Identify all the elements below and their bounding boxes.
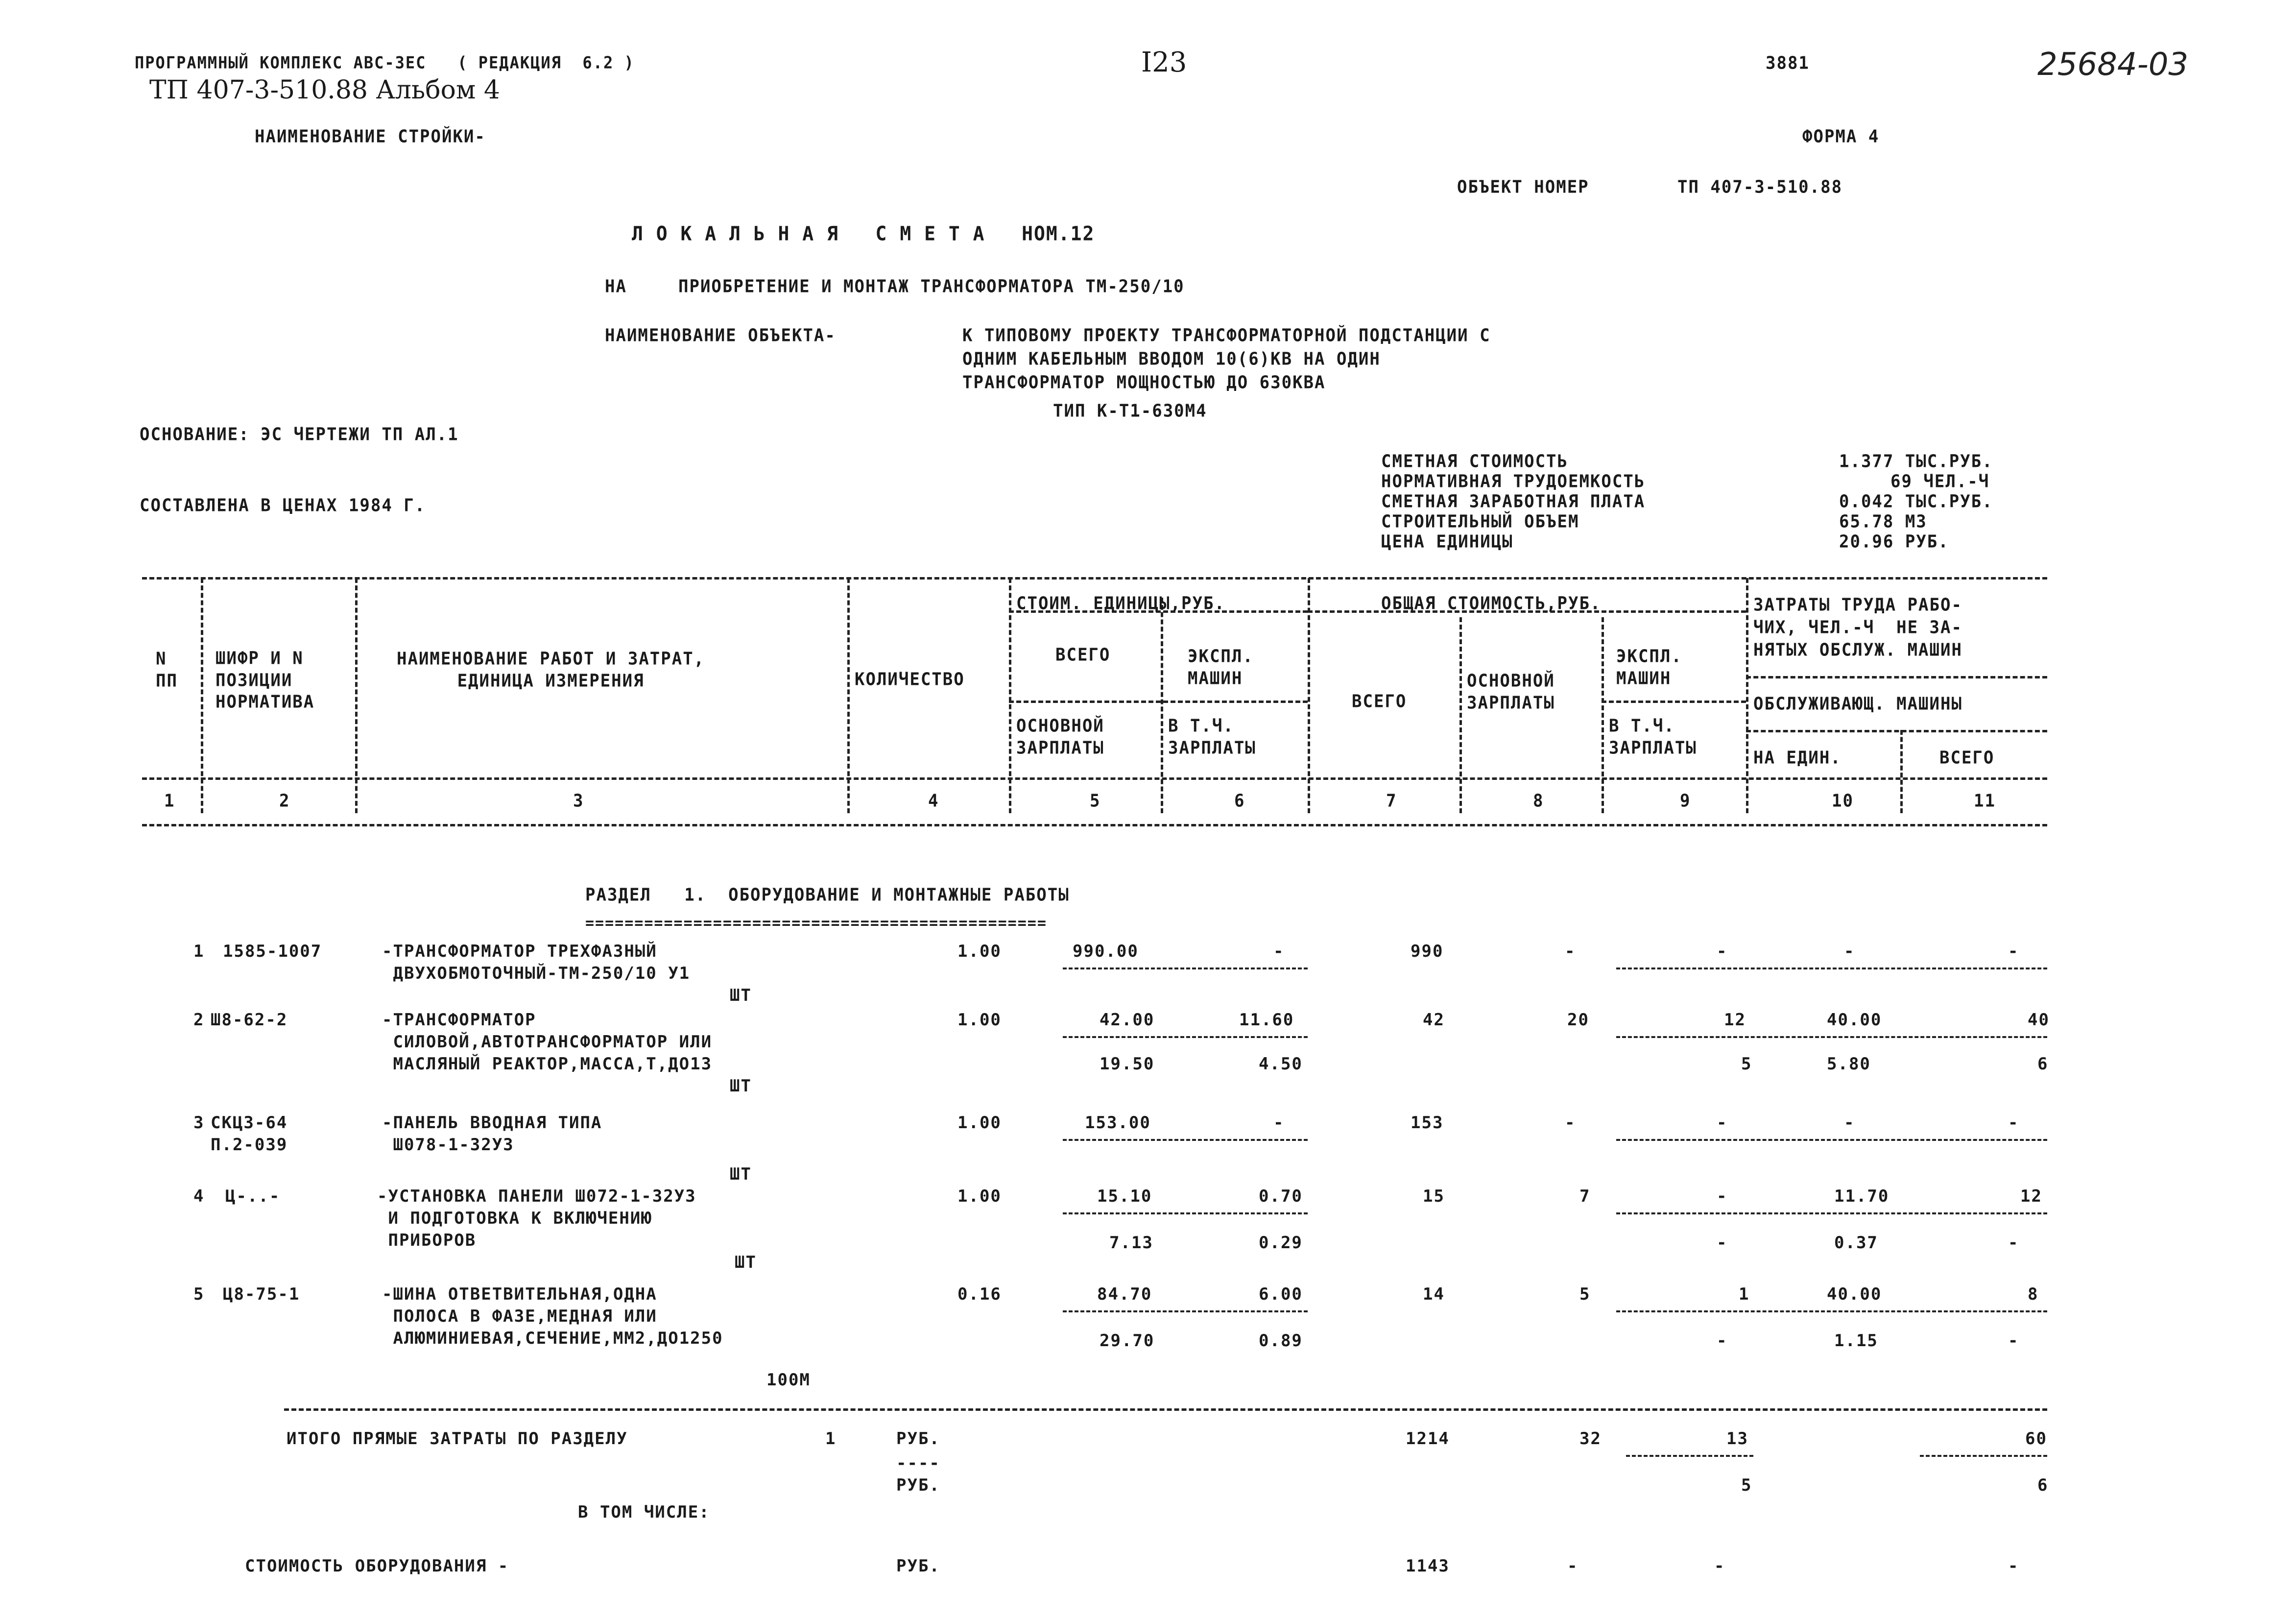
row-labor-total: 8 xyxy=(2028,1284,2039,1304)
table-header-rule xyxy=(142,777,2047,780)
row-quantity: 0.16 xyxy=(957,1284,1002,1304)
row-total-expl: - xyxy=(1717,942,1728,961)
row-unit-total: 153.00 xyxy=(1085,1113,1151,1133)
row-divider xyxy=(1616,1036,2047,1038)
labor-rule-2 xyxy=(1746,730,2047,732)
row-unit-expl: - xyxy=(1273,1113,1285,1133)
col-header-labor: ЗАТРАТЫ ТРУДА РАБО- ЧИХ, ЧЕЛ.-Ч НЕ ЗА- НЯТЫХ ОБСЛУЖ. МАШИН xyxy=(1753,594,1962,661)
sostavlena: СОСТАВЛЕНА В ЦЕНАХ 1984 Г. xyxy=(140,495,426,516)
row-number: 1 xyxy=(193,942,205,961)
equipment-labor: - xyxy=(2008,1556,2019,1576)
itogo-rub-dash: ---- xyxy=(896,1453,940,1473)
itogo-labor-total-sub: 6 xyxy=(2037,1475,2049,1495)
summary-value: 20.96 РУБ. xyxy=(1839,532,1949,552)
column-number: 11 xyxy=(1974,791,1996,811)
itogo-total: 1214 xyxy=(1406,1429,1450,1449)
row-total: 42 xyxy=(1423,1010,1445,1030)
row-divider xyxy=(1063,1212,1308,1214)
labor-rule xyxy=(1746,676,2047,678)
col-header-total-cost: ОБЩАЯ СТОИМОСТЬ,РУБ. xyxy=(1381,593,1602,614)
column-number: 7 xyxy=(1386,791,1397,811)
handwritten-number: 25684-03 xyxy=(2037,47,2189,83)
row-total-incl: - xyxy=(1717,1331,1728,1351)
row-labor-unit-sub: 0.37 xyxy=(1834,1233,1878,1253)
col-header-unit-incl: В Т.Ч. ЗАРПЛАТЫ xyxy=(1168,715,1256,758)
col-header-n: N ПП xyxy=(156,648,178,691)
row-labor-total: - xyxy=(2008,1113,2019,1133)
page-number: I23 xyxy=(1141,47,1187,78)
row-total: 153 xyxy=(1411,1113,1444,1133)
section-title: РАЗДЕЛ 1. ОБОРУДОВАНИЕ И МОНТАЖНЫЕ РАБОТЫ xyxy=(585,885,1070,905)
column-number: 5 xyxy=(1090,791,1101,811)
col-header-qty: КОЛИЧЕСТВО xyxy=(855,669,965,690)
row-unit: 100М xyxy=(766,1370,811,1390)
totals-divider xyxy=(1920,1455,2047,1457)
row-name-line: ДВУХОБМОТОЧНЫЙ-ТМ-250/10 У1 xyxy=(382,964,691,983)
column-number: 2 xyxy=(279,791,290,811)
row-code-2: П.2-039 xyxy=(211,1135,288,1155)
row-labor-unit: 40.00 xyxy=(1827,1010,1882,1030)
row-labor-unit: 11.70 xyxy=(1834,1186,1889,1206)
column-number: 9 xyxy=(1680,791,1691,811)
row-total: 14 xyxy=(1423,1284,1445,1304)
row-code: Ш8-62-2 xyxy=(211,1010,288,1030)
osnovanie: ОСНОВАНИЕ: ЭС ЧЕРТЕЖИ ТП АЛ.1 xyxy=(140,424,459,445)
object-name-line2: ОДНИМ КАБЕЛЬНЫМ ВВОДОМ 10(6)КВ НА ОДИН xyxy=(962,349,1381,369)
row-number: 2 xyxy=(193,1010,205,1030)
table-header-rule-2 xyxy=(142,824,2047,826)
row-divider xyxy=(1616,967,2047,969)
row-name-line: И ПОДГОТОВКА К ВКЛЮЧЕНИЮ xyxy=(377,1209,652,1228)
column-number: 1 xyxy=(164,791,175,811)
row-code: 1585-1007 xyxy=(223,942,322,961)
row-name-line: -ШИНА ОТВЕТВИТЕЛЬНАЯ,ОДНА xyxy=(382,1284,657,1304)
row-total: 15 xyxy=(1423,1186,1445,1206)
row-labor-unit-sub: 5.80 xyxy=(1827,1054,1871,1074)
itogo-expl-incl: 5 xyxy=(1741,1475,1752,1495)
equipment-base-salary: - xyxy=(1567,1556,1578,1576)
object-name-label: НАИМЕНОВАНИЕ ОБЪЕКТА- xyxy=(605,325,836,346)
program-line: ПРОГРАММНЫЙ КОМПЛЕКС АВС-3ЕС ( РЕДАКЦИЯ 6.2 ) xyxy=(135,53,635,73)
row-total-incl: 5 xyxy=(1741,1054,1752,1074)
col-header-labor-unit: НА ЕДИН. xyxy=(1753,748,1842,768)
row-name-line: МАСЛЯНЫЙ РЕАКТОР,МАССА,Т,ДО13 xyxy=(382,1054,713,1074)
row-name-line: Ш078-1-32У3 xyxy=(382,1135,514,1155)
column-number: 8 xyxy=(1533,791,1544,811)
col-header-total-incl: В Т.Ч. ЗАРПЛАТЫ xyxy=(1609,715,1697,758)
row-name-line: АЛЮМИНИЕВАЯ,СЕЧЕНИЕ,ММ2,ДО1250 xyxy=(382,1329,723,1348)
row-name-line: -ТРАНСФОРМАТОР ТРЕХФАЗНЫЙ xyxy=(382,942,657,961)
na-label: НА xyxy=(605,276,627,297)
totals-divider xyxy=(1626,1455,1753,1457)
row-unit-expl: 6.00 xyxy=(1259,1284,1303,1304)
row-unit-base: 19.50 xyxy=(1100,1054,1155,1074)
row-unit-base: 7.13 xyxy=(1109,1233,1153,1253)
row-divider xyxy=(1063,1310,1308,1312)
row-labor-total-sub: 6 xyxy=(2037,1054,2049,1074)
row-code: Ц8-75-1 xyxy=(223,1284,300,1304)
column-number: 10 xyxy=(1832,791,1854,811)
row-total-expl: - xyxy=(1717,1113,1728,1133)
row-number: 5 xyxy=(193,1284,205,1304)
itogo-base-salary: 32 xyxy=(1579,1429,1602,1449)
row-divider xyxy=(1063,1139,1308,1141)
summary-value: 1.377 ТЫС.РУБ. xyxy=(1839,451,1993,472)
expl-rule xyxy=(1602,701,1746,703)
object-label: ОБЪЕКТ НОМЕР xyxy=(1457,177,1589,197)
row-unit: ШТ xyxy=(730,986,752,1005)
col-header-unit-cost: СТОИМ. ЕДИНИЦЫ,РУБ. xyxy=(1016,593,1225,614)
table-top-rule xyxy=(142,577,2047,580)
row-quantity: 1.00 xyxy=(957,942,1002,961)
row-total-expl: 12 xyxy=(1724,1010,1746,1030)
row-labor-unit: - xyxy=(1844,1113,1855,1133)
row-labor-unit-sub: 1.15 xyxy=(1834,1331,1878,1351)
itogo-labor-total: 60 xyxy=(2025,1429,2047,1449)
row-unit-incl: 0.29 xyxy=(1259,1233,1303,1253)
stroika-label: НАИМЕНОВАНИЕ СТРОЙКИ- xyxy=(255,126,486,147)
row-number: 4 xyxy=(193,1186,205,1206)
equipment-total: 1143 xyxy=(1406,1556,1450,1576)
itogo-rub-2: РУБ. xyxy=(896,1475,940,1495)
row-base-salary: 5 xyxy=(1579,1284,1591,1304)
row-labor-unit: - xyxy=(1844,942,1855,961)
row-divider xyxy=(1616,1139,2047,1141)
row-total-incl: - xyxy=(1717,1233,1728,1253)
row-name-line: -УСТАНОВКА ПАНЕЛИ Ш072-1-32У3 xyxy=(377,1186,696,1206)
col-header-unit-base: ОСНОВНОЙ ЗАРПЛАТЫ xyxy=(1016,715,1104,758)
row-total: 990 xyxy=(1411,942,1444,961)
summary-value: 69 ЧЕЛ.-Ч xyxy=(1890,471,1990,492)
row-labor-total-sub: - xyxy=(2008,1331,2019,1351)
col-header-total-expl: ЭКСПЛ. МАШИН xyxy=(1616,646,1682,689)
row-name-line: -ПАНЕЛЬ ВВОДНАЯ ТИПА xyxy=(382,1113,602,1133)
col-header-name: НАИМЕНОВАНИЕ РАБОТ И ЗАТРАТ, ЕДИНИЦА ИЗМЕРЕНИЯ xyxy=(397,648,705,691)
object-value: ТП 407-3-510.88 xyxy=(1677,177,1843,197)
na-text: ПРИОБРЕТЕНИЕ И МОНТАЖ ТРАНСФОРМАТОРА ТМ-250/10 xyxy=(678,276,1185,297)
summary-label: НОРМАТИВНАЯ ТРУДОЕМКОСТЬ xyxy=(1381,471,1646,492)
row-unit-incl: 4.50 xyxy=(1259,1054,1303,1074)
row-unit-total: 990.00 xyxy=(1073,942,1139,961)
column-number: 3 xyxy=(573,791,584,811)
row-name-line: СИЛОВОЙ,АВТОТРАНСФОРМАТОР ИЛИ xyxy=(382,1032,713,1052)
object-name-line4: ТИП К-Т1-630М4 xyxy=(1053,401,1207,421)
col-header-total-base: ОСНОВНОЙ ЗАРПЛАТЫ xyxy=(1467,670,1555,713)
row-unit-expl: 11.60 xyxy=(1239,1010,1294,1030)
row-base-salary: - xyxy=(1565,942,1576,961)
row-quantity: 1.00 xyxy=(957,1113,1002,1133)
column-number: 6 xyxy=(1234,791,1245,811)
row-base-salary: 7 xyxy=(1579,1186,1591,1206)
col-header-total-all: ВСЕГО xyxy=(1352,691,1407,712)
row-labor-total: - xyxy=(2008,942,2019,961)
row-name-line: ПОЛОСА В ФАЗЕ,МЕДНАЯ ИЛИ xyxy=(382,1306,657,1326)
code-right: 3881 xyxy=(1766,53,1810,73)
row-base-salary: 20 xyxy=(1567,1010,1589,1030)
row-unit: ШТ xyxy=(730,1164,752,1184)
equipment-expl: - xyxy=(1714,1556,1725,1576)
unit-cost-rule-2 xyxy=(1009,701,1308,703)
section-underline: =============================================== xyxy=(585,914,1047,932)
row-divider xyxy=(1616,1310,2047,1312)
row-base-salary: - xyxy=(1565,1113,1576,1133)
row-code: СКЦ3-64 xyxy=(211,1113,288,1133)
row-name-line: -ТРАНСФОРМАТОР xyxy=(382,1010,536,1030)
col-header-labor-sub: ОБСЛУЖИВАЮЩ. МАШИНЫ xyxy=(1753,694,1962,714)
itogo-rub: РУБ. xyxy=(896,1429,940,1449)
summary-value: 65.78 М3 xyxy=(1839,511,1927,532)
row-unit-base: 29.70 xyxy=(1100,1331,1155,1351)
itogo-label: ИТОГО ПРЯМЫЕ ЗАТРАТЫ ПО РАЗДЕЛУ xyxy=(287,1429,628,1449)
col-header-code: ШИФР И N ПОЗИЦИИ НОРМАТИВА xyxy=(215,648,315,713)
tp-album: ТП 407-3-510.88 Альбом 4 xyxy=(149,75,500,105)
row-labor-unit: 40.00 xyxy=(1827,1284,1882,1304)
row-total-expl: 1 xyxy=(1739,1284,1750,1304)
forma-label: ФОРМА 4 xyxy=(1802,126,1880,147)
summary-label: СМЕТНАЯ СТОИМОСТЬ xyxy=(1381,451,1568,472)
col-header-labor-total: ВСЕГО xyxy=(1939,748,1995,768)
object-name-line3: ТРАНСФОРМАТОР МОЩНОСТЬЮ ДО 630КВА xyxy=(962,372,1326,393)
object-name-line1: К ТИПОВОМУ ПРОЕКТУ ТРАНСФОРМАТОРНОЙ ПОДСТАНЦИИ С xyxy=(962,325,1491,346)
row-unit-total: 42.00 xyxy=(1100,1010,1155,1030)
row-quantity: 1.00 xyxy=(957,1010,1002,1030)
document-title: Л О К А Л Ь Н А Я С М Е Т А НОМ.12 xyxy=(632,222,1095,245)
row-divider xyxy=(1616,1212,2047,1214)
row-unit-expl: - xyxy=(1273,942,1285,961)
row-unit: ШТ xyxy=(735,1253,757,1272)
summary-value: 0.042 ТЫС.РУБ. xyxy=(1839,491,1993,512)
totals-rule xyxy=(284,1408,2047,1411)
row-divider xyxy=(1063,967,1308,969)
row-code: Ц-..- xyxy=(225,1186,281,1206)
row-number: 3 xyxy=(193,1113,205,1133)
row-quantity: 1.00 xyxy=(957,1186,1002,1206)
row-unit-incl: 0.89 xyxy=(1259,1331,1303,1351)
row-name-line: ПРИБОРОВ xyxy=(377,1231,477,1250)
row-total-expl: - xyxy=(1717,1186,1728,1206)
equipment-rub: РУБ. xyxy=(896,1556,940,1576)
summary-label: СМЕТНАЯ ЗАРАБОТНАЯ ПЛАТА xyxy=(1381,491,1646,512)
summary-label: ЦЕНА ЕДИНИЦЫ xyxy=(1381,532,1513,552)
itogo-section: 1 xyxy=(825,1429,837,1449)
row-unit: ШТ xyxy=(730,1076,752,1096)
column-number: 4 xyxy=(928,791,939,811)
v-tom-chisle: В ТОМ ЧИСЛЕ: xyxy=(578,1502,710,1522)
equipment-label: СТОИМОСТЬ ОБОРУДОВАНИЯ - xyxy=(245,1556,509,1576)
summary-label: СТРОИТЕЛЬНЫЙ ОБЪЕМ xyxy=(1381,511,1579,532)
row-unit-total: 15.10 xyxy=(1097,1186,1152,1206)
row-divider xyxy=(1063,1036,1308,1038)
itogo-expl: 13 xyxy=(1726,1429,1748,1449)
row-labor-total-sub: - xyxy=(2008,1233,2019,1253)
row-unit-total: 84.70 xyxy=(1097,1284,1152,1304)
col-header-unit-expl: ЭКСПЛ. МАШИН xyxy=(1188,646,1254,689)
row-labor-total: 12 xyxy=(2020,1186,2042,1206)
row-labor-total: 40 xyxy=(2028,1010,2050,1030)
col-header-unit-total: ВСЕГО xyxy=(1055,645,1111,665)
row-unit-expl: 0.70 xyxy=(1259,1186,1303,1206)
